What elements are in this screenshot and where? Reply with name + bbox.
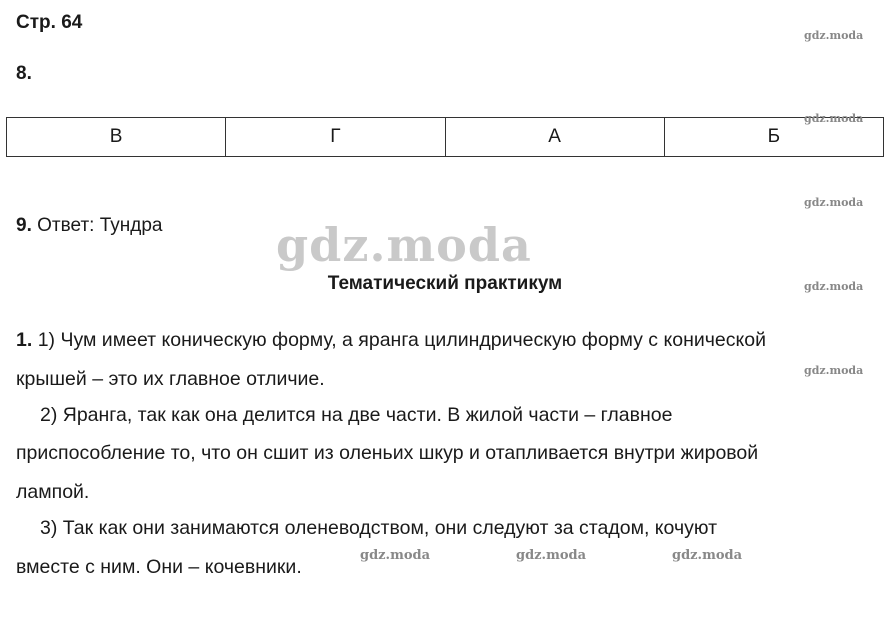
answer-cell-1: В bbox=[7, 118, 226, 157]
table-row bbox=[7, 118, 884, 157]
q1-line-1 bbox=[16, 329, 766, 352]
page-number: Стр. 64 bbox=[16, 12, 83, 33]
q1-line-7: вместе с ним. Они – кочевники. bbox=[16, 556, 302, 578]
question-1-number: 1. bbox=[16, 329, 33, 351]
q1-line-4: приспособление то, что он сшит из оленьих шкур и отапливается внутри жировой bbox=[16, 442, 759, 464]
watermark-large: gdz.moda bbox=[276, 218, 532, 272]
answer-cell-4: Б bbox=[664, 118, 883, 157]
watermark-small-5: gdz.moda bbox=[804, 364, 864, 377]
watermark-small-8: gdz.moda bbox=[672, 548, 743, 563]
question-8-number: 8. bbox=[16, 63, 32, 84]
watermark-small-6: gdz.moda bbox=[360, 548, 431, 563]
answer-table bbox=[6, 117, 884, 157]
watermark-small-3: gdz.moda bbox=[804, 196, 864, 209]
q1-line-6: 3) Так как они занимаются оленеводством, они следуют за стадом, кочуют bbox=[40, 517, 718, 539]
q1-line-3: 2) Яранга, так как она делится на две части. В жилой части – главное bbox=[40, 404, 673, 426]
answer-cell-2: Г bbox=[226, 118, 445, 157]
q1-line-1-text: 1) Чум имеет коническую форму, а яранга цилиндрическую форму с конической bbox=[37, 329, 766, 351]
watermark-small-4: gdz.moda bbox=[804, 280, 864, 293]
section-title: Тематический практикум bbox=[327, 273, 563, 294]
q1-line-2: крышей – это их главное отличие. bbox=[16, 368, 325, 390]
watermark-small-7: gdz.moda bbox=[516, 548, 587, 563]
answer-cell-3: А bbox=[445, 118, 664, 157]
watermark-small-2: gdz.moda bbox=[804, 112, 864, 125]
q1-line-5: лампой. bbox=[16, 481, 90, 503]
question-9-answer: Ответ: Тундра bbox=[37, 215, 163, 236]
question-9 bbox=[16, 215, 162, 237]
question-9-number: 9. bbox=[16, 215, 32, 236]
watermark-small-1: gdz.moda bbox=[804, 29, 864, 42]
